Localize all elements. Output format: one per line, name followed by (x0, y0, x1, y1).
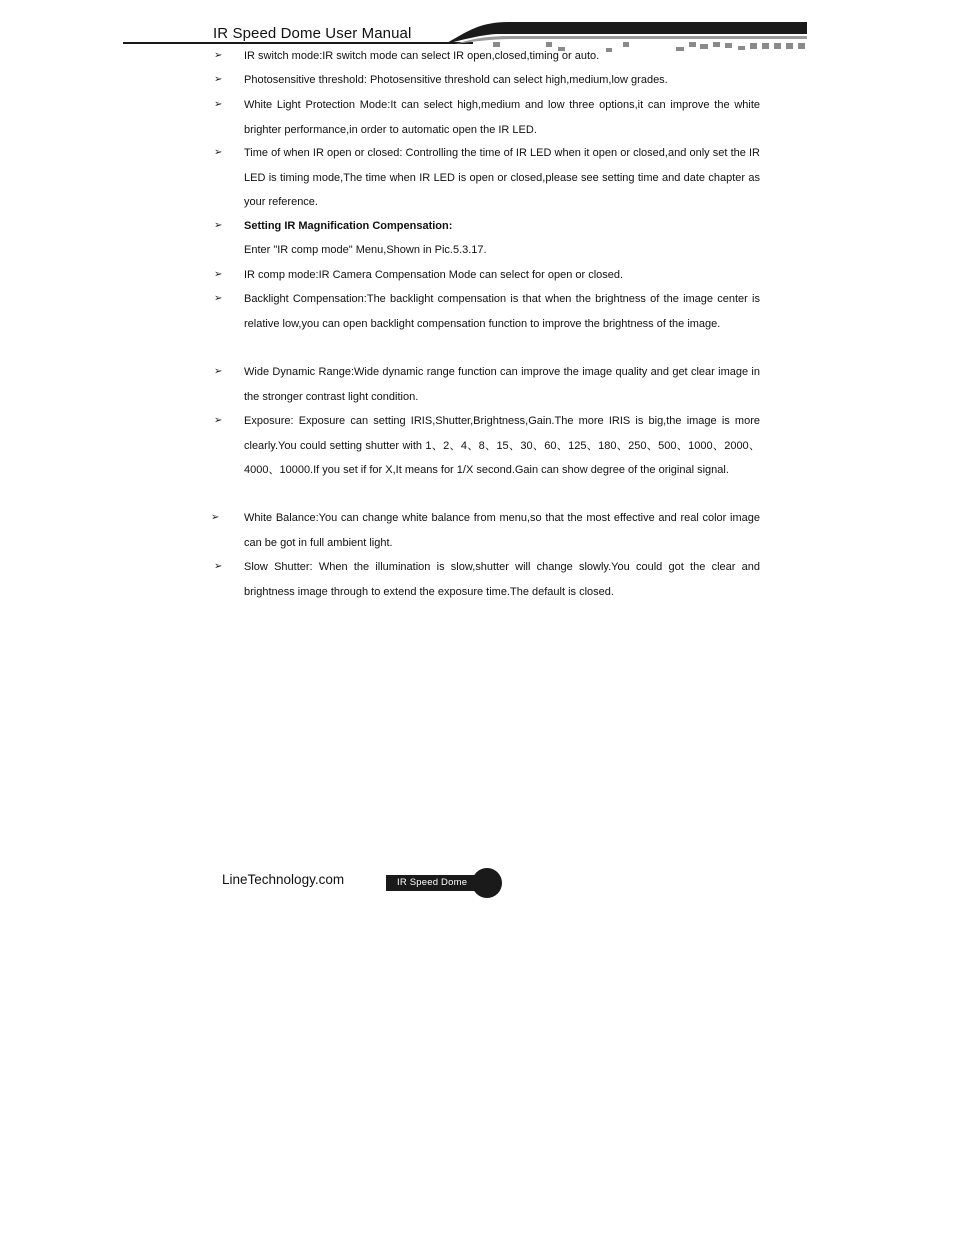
list-item-text: Backlight Compensation:The backlight compensation is that when the brightness of the image center is relative low,you can open backlight compensation function to improve the brightness of the image. (244, 293, 760, 330)
bullet-arrow-icon: ➢ (214, 415, 223, 426)
list-item-text: IR comp mode:IR Camera Compensation Mode can select for open or closed. (244, 269, 624, 281)
bullet-arrow-icon: ➢ (214, 269, 223, 280)
list-item-text: Exposure: Exposure can setting IRIS,Shutter,Brightness,Gain.The more IRIS is big,the image is more clearly.You could setting shutter with 1、2、4、8、15、30、60、125、180、250、500、1000、2000、4000、10000.If you set if for X,It means for 1/X second.Gain can show degree of the original signal. (244, 415, 760, 476)
header-swoosh-light (455, 36, 807, 44)
list-item-text: White Light Protection Mode:It can select high,medium and low three options,it can improve the white brighter performance,in order to automatic open the IR LED. (244, 99, 760, 136)
list-item-text: White Balance:You can change white balance from menu,so that the most effective and real color image can be got in full ambient light. (244, 512, 760, 549)
header-block (762, 43, 769, 49)
bullet-arrow-icon: ➢ (214, 561, 223, 572)
footer-badge-label: IR Speed Dome (397, 877, 468, 888)
section-intro-text: Enter "IR comp mode" Menu,Shown in Pic.5.3.17. (244, 244, 487, 256)
bullet-arrow-icon: ➢ (214, 220, 223, 231)
manual-title: IR Speed Dome User Manual (213, 25, 412, 42)
list-item-text: Wide Dynamic Range:Wide dynamic range function can improve the image quality and get clear image in the stronger contrast light condition. (244, 366, 760, 403)
bullet-arrow-icon: ➢ (214, 366, 223, 377)
bullet-arrow-icon: ➢ (214, 50, 223, 61)
header-block (774, 43, 781, 49)
footer-website: LineTechnology.com (222, 872, 345, 887)
section-heading-text: Setting IR Magnification Compensation: (244, 220, 453, 232)
bullet-arrow-icon: ➢ (214, 74, 223, 85)
bullet-arrow-icon: ➢ (214, 293, 223, 304)
list-item-text: IR switch mode:IR switch mode can select IR open,closed,timing or auto. (244, 50, 600, 62)
header-block (786, 43, 793, 49)
bullet-arrow-icon: ➢ (214, 99, 223, 110)
list-item-text: Photosensitive threshold: Photosensitive threshold can select high,medium,low grades. (244, 74, 668, 86)
list-item-text: Slow Shutter: When the illumination is slow,shutter will change slowly.You could got the clear and brightness image through to extend the exposure time.The default is closed. (244, 561, 760, 598)
footer-badge-circle (472, 868, 502, 898)
bullet-arrow-icon: ➢ (214, 147, 223, 158)
header-swoosh (445, 22, 807, 44)
bullet-arrow-icon: ➢ (211, 512, 220, 523)
list-item-text: Time of when IR open or closed: Controlling the time of IR LED when it open or closed,and only set the IR LED is timing mode,The time when IR LED is open or closed,please see setting time and date chapter as your reference. (244, 147, 760, 208)
header-block (798, 43, 805, 49)
